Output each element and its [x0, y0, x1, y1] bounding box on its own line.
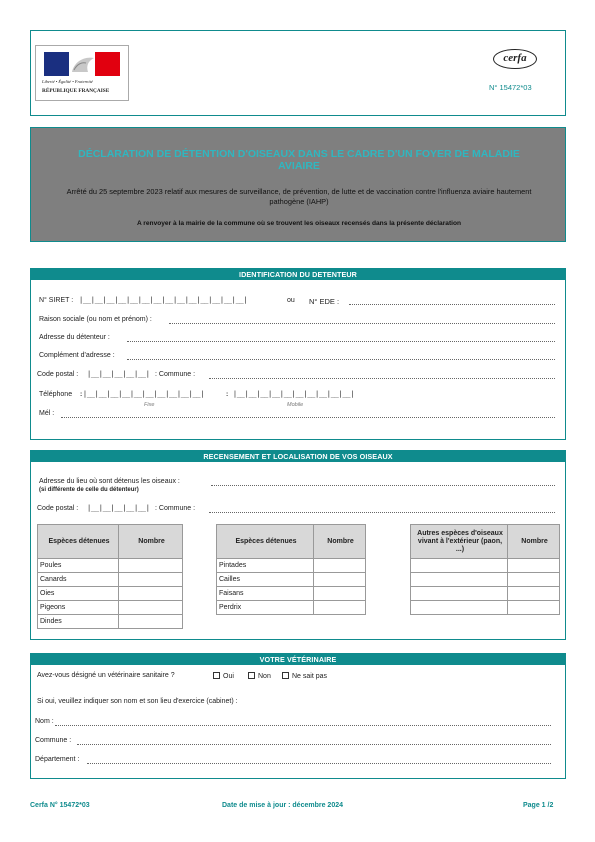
cerfa-number: N° 15472*03	[489, 83, 532, 92]
ede-input[interactable]	[349, 304, 555, 305]
mel-input[interactable]	[61, 417, 555, 418]
or-label: ou	[287, 297, 295, 304]
complement-input[interactable]	[127, 359, 555, 360]
species-name-input[interactable]	[411, 587, 508, 601]
nsp-checkbox[interactable]	[282, 672, 289, 679]
decree-text: Arrêté du 25 septembre 2023 relatif aux mesures de surveillance, de prévention, de lutte et de vaccination contre l'influenza aviaire hautement pathogène (IAHP)	[66, 187, 532, 206]
fixe-label: Fixe	[144, 402, 155, 408]
identification-section	[30, 268, 566, 440]
species-count-input[interactable]	[119, 573, 183, 587]
species-name: Oies	[38, 587, 119, 601]
footer-cerfa: Cerfa N° 15472*03	[30, 802, 90, 809]
species-name: Pintades	[217, 559, 314, 573]
species-count-input[interactable]	[314, 573, 366, 587]
title-block	[30, 127, 566, 242]
vet-commune-label: Commune :	[35, 737, 72, 744]
adresse-lieu-label: Adresse du lieu où sont détenus les oiseaux :	[39, 478, 180, 485]
veterinaire-heading: VOTRE VÉTÉRINAIRE	[31, 654, 565, 665]
lieu-cp-label: Code postal :	[37, 505, 79, 512]
raison-label: Raison sociale (ou nom et prénom) :	[39, 316, 152, 323]
ede-label: N° EDE :	[309, 297, 340, 306]
instruction-text: A renvoyer à la mairie de la commune où se trouvent les oiseaux recensés dans la présente déclaration	[136, 220, 462, 227]
si-oui-text: Si oui, veuillez indiquer son nom et son lieu d'exercice (cabinet) :	[37, 698, 238, 705]
species-name-input[interactable]	[411, 601, 508, 615]
lieu-cp-input[interactable]: |__|__|__|__|__|	[87, 504, 150, 512]
species-name: Dindes	[38, 615, 119, 629]
table-row	[38, 615, 183, 629]
col-especes: Espèces détenues	[217, 525, 314, 559]
species-count-input[interactable]	[508, 587, 560, 601]
table-row	[38, 573, 183, 587]
species-name: Cailles	[217, 573, 314, 587]
lieu-commune-label: : Commune :	[155, 505, 196, 512]
cerfa-logo-icon	[493, 49, 537, 69]
non-option[interactable]	[248, 672, 271, 680]
vet-commune-input[interactable]	[77, 744, 551, 745]
table-row	[217, 559, 366, 573]
veterinaire-section	[30, 653, 566, 779]
vet-departement-label: Département :	[35, 756, 80, 763]
species-name-input[interactable]	[411, 573, 508, 587]
species-name: Pigeons	[38, 601, 119, 615]
tel-label: Téléphone	[39, 391, 73, 398]
cp-label: Code postal :	[37, 371, 79, 378]
oui-option[interactable]	[213, 672, 234, 680]
col-especes: Espèces détenues	[38, 525, 119, 559]
col-autres: Autres espèces d'oiseaux vivant à l'extérieur (paon, ...)	[411, 525, 508, 559]
species-count-input[interactable]	[119, 587, 183, 601]
non-label: Non	[258, 673, 271, 680]
vet-question: Avez-vous désigné un vétérinaire sanitaire ?	[37, 672, 175, 679]
adresse-input[interactable]	[127, 341, 555, 342]
cp-input[interactable]: |__|__|__|__|__|	[87, 370, 150, 378]
mobile-label: Mobile	[287, 402, 304, 408]
non-checkbox[interactable]	[248, 672, 255, 679]
species-count-input[interactable]	[119, 615, 183, 629]
table-row	[38, 601, 183, 615]
table-row	[411, 601, 560, 615]
adresse-lieu-note: (si différente de celle du détenteur)	[39, 487, 139, 493]
mel-label: Mél :	[39, 410, 55, 417]
table-row	[411, 559, 560, 573]
table-row	[217, 587, 366, 601]
oui-checkbox[interactable]	[213, 672, 220, 679]
species-count-input[interactable]	[508, 601, 560, 615]
species-table-1	[37, 524, 183, 629]
tel-mobile-input[interactable]: : |__|__|__|__|__|__|__|__|__|__|	[225, 390, 355, 398]
table-row	[217, 573, 366, 587]
tel-fixe-input[interactable]: :|__|__|__|__|__|__|__|__|__|__|	[79, 390, 205, 398]
vet-departement-input[interactable]	[87, 763, 551, 764]
species-name: Poules	[38, 559, 119, 573]
table-row	[411, 573, 560, 587]
nsp-label: Ne sait pas	[292, 673, 328, 680]
species-table-2	[216, 524, 366, 615]
species-name: Canards	[38, 573, 119, 587]
form-title: DÉCLARATION DE DÉTENTION D'OISEAUX DANS LE CADRE D'UN FOYER DE MALADIE AVIAIRE	[78, 148, 520, 172]
identification-heading: IDENTIFICATION DU DETENTEUR	[31, 269, 565, 280]
cerfa-logo-text: cerfa	[503, 52, 527, 64]
table-row	[38, 559, 183, 573]
species-name-input[interactable]	[411, 559, 508, 573]
species-count-input[interactable]	[119, 559, 183, 573]
table-row	[217, 601, 366, 615]
species-count-input[interactable]	[508, 573, 560, 587]
table-row	[38, 587, 183, 601]
logo-block	[35, 45, 129, 101]
oui-label: Oui	[223, 673, 234, 680]
commune-label: : Commune :	[155, 371, 196, 378]
nsp-option[interactable]	[282, 672, 327, 680]
species-count-input[interactable]	[314, 559, 366, 573]
species-table-3	[410, 524, 560, 615]
adresse-lieu-input[interactable]	[211, 485, 555, 486]
species-count-input[interactable]	[119, 601, 183, 615]
raison-input[interactable]	[169, 323, 555, 324]
col-nombre: Nombre	[119, 525, 183, 559]
siret-input[interactable]: |__|__|__|__|__|__|__|__|__|__|__|__|__|__|	[79, 296, 248, 304]
footer-date: Date de mise à jour : décembre 2024	[222, 802, 343, 809]
species-name: Faisans	[217, 587, 314, 601]
complement-label: Complément d'adresse :	[39, 352, 115, 359]
logo-text: RÉPUBLIQUE FRANÇAISE	[42, 88, 110, 94]
header-frame	[30, 30, 566, 116]
vet-nom-input[interactable]	[55, 725, 551, 726]
adresse-label: Adresse du détenteur :	[39, 334, 110, 341]
recensement-heading: RECENSEMENT ET LOCALISATION DE VOS OISEAUX	[31, 451, 565, 462]
logo-motto: Liberté • Égalité • Fraternité	[42, 79, 93, 84]
marianne-logo-icon	[44, 52, 120, 76]
species-count-input[interactable]	[508, 559, 560, 573]
species-count-input[interactable]	[314, 587, 366, 601]
col-nombre: Nombre	[314, 525, 366, 559]
recensement-section	[30, 450, 566, 640]
commune-input[interactable]	[209, 378, 555, 379]
lieu-commune-input[interactable]	[209, 512, 555, 513]
vet-nom-label: Nom :	[35, 718, 54, 725]
col-nombre: Nombre	[508, 525, 560, 559]
table-row	[411, 587, 560, 601]
species-count-input[interactable]	[314, 601, 366, 615]
siret-label: N° SIRET :	[39, 297, 74, 304]
species-name: Perdrix	[217, 601, 314, 615]
footer-page: Page 1 /2	[523, 802, 554, 809]
